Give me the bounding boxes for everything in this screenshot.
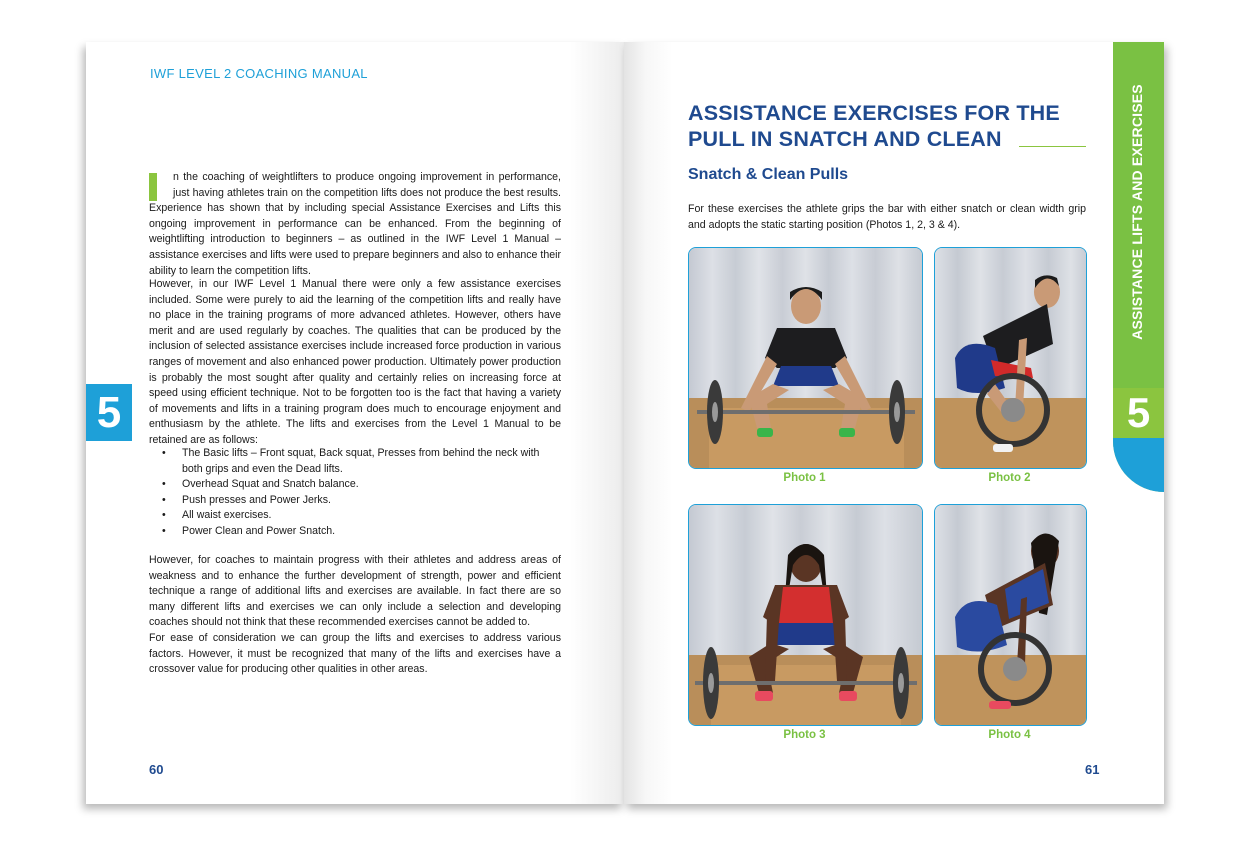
list-item: • The Basic lifts – Front squat, Back squat, Presses from behind the neck with both grips and even the Dead lifts. <box>162 447 540 475</box>
photo-4-caption: Photo 4 <box>988 729 1031 741</box>
list-item: • Push presses and Power Jerks. <box>162 493 562 509</box>
photo-2-image <box>935 248 1086 468</box>
photo-3-caption: Photo 3 <box>783 729 826 741</box>
drop-cap-bar <box>149 173 157 201</box>
body-paragraph-4: For ease of consideration we can group the lifts and exercises to address various factors. However, it must be recognized that many of the lifts and exercises have a crossover value for producing other qualities in other areas. <box>149 632 561 676</box>
side-tab-blue-band <box>1113 438 1164 492</box>
list-item: • Overhead Squat and Snatch balance. <box>162 477 562 493</box>
bullet-icon: • <box>162 509 166 522</box>
intro-paragraph <box>149 170 561 279</box>
photo-2-caption: Photo 2 <box>988 472 1031 484</box>
photo-2 <box>934 247 1087 469</box>
list-item: • All waist exercises. <box>162 508 562 524</box>
side-tab-label: ASSISTANCE LIFTS AND EXERCISES <box>1129 84 1145 340</box>
page-title-line-1: ASSISTANCE EXERCISES FOR THE <box>688 101 1060 125</box>
page-title <box>688 100 1108 152</box>
list-item: • Power Clean and Power Snatch. <box>162 524 562 540</box>
section-intro: For these exercises the athlete grips the bar with either snatch or clean width grip and adopts the static starting position (Photos 1, 2, 3 & 4). <box>688 203 1086 231</box>
intro-paragraph-text: n the coaching of weightlifters to produce ongoing improvement in performance, just having athletes train on the competition lifts does not produce the best results. Experience has shown that by including special Assistance Exercises and Lifts this ongoing improvement in performance can be enhanced. From the beginning of weightlifting introduction to beginners – as outlined in the IWF Level 1 Manual – assistance exercises and lifts were used to prepare beginners and also to enhance their ability to learn the competition lifts. <box>149 171 561 277</box>
left-page <box>86 42 624 804</box>
bullet-icon: • <box>162 524 166 537</box>
bullet-icon: • <box>162 493 166 506</box>
page-number-right: 61 <box>1085 762 1100 777</box>
running-head: IWF LEVEL 2 COACHING MANUAL <box>150 66 368 81</box>
chapter-number-badge-left: 5 <box>86 384 132 441</box>
photo-1-caption: Photo 1 <box>783 472 826 484</box>
title-underline <box>1019 146 1086 147</box>
bullet-icon: • <box>162 478 166 491</box>
photo-1 <box>688 247 923 469</box>
retained-lifts-list <box>162 446 562 540</box>
body-paragraph-2: However, in our IWF Level 1 Manual there were only a few assistance exercises included. Some were purely to aid the learning of the competition lifts and really have no place in the training programs of more advanced athletes. However, others have merit and are used regularly by coaches. The qualities that can be produced by the inclusion of selected assistance exercises include increased force production in various ranges of movement and also enhanced power production. Ultimately power production is probably the most sought after quality and certainly relies on increasing force at speed using efficient technique. Not to be forgotten too is the fact that having a variety of movements and lifts in a training program does much to encourage enjoyment and enthusiasm by the athlete. The lifts and exercises from the Level 1 Manual to be retained are as follows: <box>149 278 561 446</box>
page-title-line-2: PULL IN SNATCH AND CLEAN <box>688 127 1002 151</box>
photo-3-image <box>689 505 922 725</box>
photo-4 <box>934 504 1087 726</box>
page-number-left: 60 <box>149 762 164 777</box>
bullet-icon: • <box>162 447 166 459</box>
photo-3 <box>688 504 923 726</box>
chapter-number-badge-right: 5 <box>1113 388 1164 438</box>
section-subheading: Snatch & Clean Pulls <box>688 166 849 183</box>
body-paragraph-3: However, for coaches to maintain progress with their athletes and address areas of weakness and to enhance the further development of strength, power and efficient technique a range of additional lifts and exercises are available. In fact there are so many different lifts and exercises we can only include a selection and developing coaches should not think that these recommended exercises cannot be added to. <box>149 554 561 629</box>
right-page <box>624 42 1164 804</box>
photo-4-image <box>935 505 1086 725</box>
photo-1-image <box>689 248 922 468</box>
